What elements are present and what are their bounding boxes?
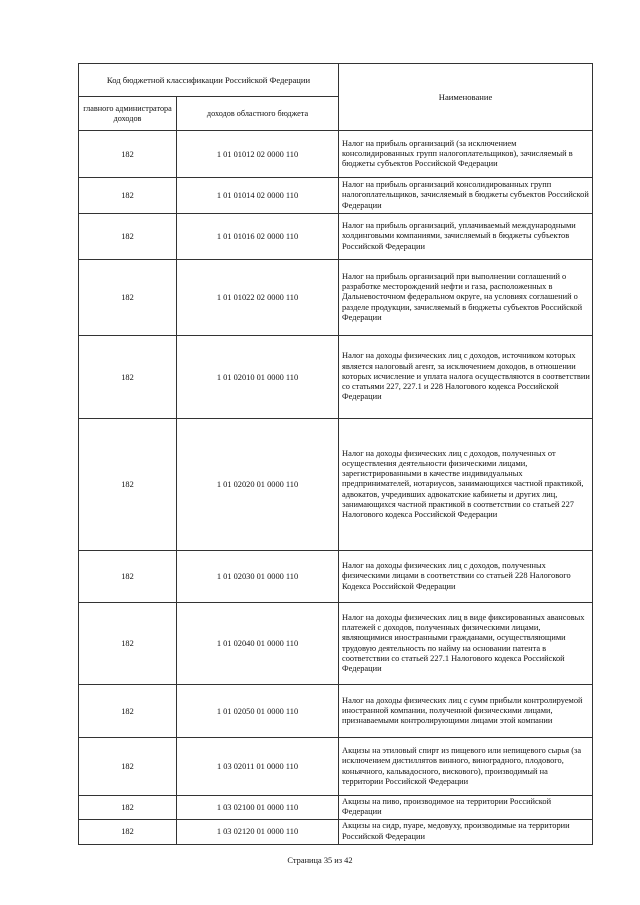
cell-budget-code: 1 03 02100 01 0000 110: [177, 796, 339, 820]
cell-budget-code: 1 01 01022 02 0000 110: [177, 260, 339, 336]
table-row: [79, 551, 593, 603]
cell-budget-code: 1 01 02010 01 0000 110: [177, 336, 339, 419]
cell-admin-code: 182: [79, 603, 177, 685]
table-row: [79, 819, 593, 844]
cell-name: Налог на прибыль организаций, уплачиваемый международными холдинговыми компаниями, зачисляемый в бюджеты субъектов Российской Федерации: [339, 214, 593, 260]
table-row: [79, 336, 593, 419]
table-row: [79, 214, 593, 260]
cell-name: Налог на прибыль организаций (за исключением консолидированных групп налогоплательщиков), зачисляемый в бюджеты субъектов Российской Федерации: [339, 131, 593, 178]
header-regional-budget-code: доходов областного бюджета: [177, 97, 339, 131]
cell-admin-code: 182: [79, 551, 177, 603]
cell-name: Акцизы на этиловый спирт из пищевого или непищевого сырья (за исключением дистиллятов винного, виноградного, плодового, коньячного, кальвадосного, вискового), производимый на территории Российской Федерации: [339, 738, 593, 796]
cell-admin-code: 182: [79, 336, 177, 419]
cell-admin-code: 182: [79, 419, 177, 551]
page-number: Страница 35 из 42: [287, 856, 353, 865]
cell-admin-code: 182: [79, 796, 177, 820]
table-row: [79, 178, 593, 214]
cell-name: Налог на прибыль организаций при выполнении соглашений о разработке месторождений нефти и газа, расположенных в Дальневосточном федеральном округе, на условиях соглашений о разделе продукции, зачисляемый в бюджеты субъектов Российской Федерации: [339, 260, 593, 336]
cell-admin-code: 182: [79, 214, 177, 260]
cell-name: Налог на доходы физических лиц с сумм прибыли контролируемой иностранной компании, полученной физическими лицами, признаваемыми контролирующими лицами этой компании: [339, 685, 593, 738]
cell-admin-code: 182: [79, 685, 177, 738]
cell-name: Налог на доходы физических лиц с доходов, источником которых является налоговый агент, за исключением доходов, в отношении которых исчисление и уплата налога осуществляются в соответствии со статьями 227, 227.1 и 228 Налогового кодекса Российской Федерации: [339, 336, 593, 419]
cell-budget-code: 1 01 02020 01 0000 110: [177, 419, 339, 551]
header-classification-code: Код бюджетной классификации Российской Федерации: [79, 64, 339, 97]
cell-budget-code: 1 01 02040 01 0000 110: [177, 603, 339, 685]
cell-budget-code: 1 01 01016 02 0000 110: [177, 214, 339, 260]
table-row: [79, 738, 593, 796]
cell-name: Акцизы на пиво, производимое на территории Российской Федерации: [339, 796, 593, 820]
table-row: [79, 685, 593, 738]
cell-name: Налог на доходы физических лиц с доходов, полученных от осуществления деятельности физическими лицами, зарегистрированными в качестве индивидуальных предпринимателей, нотариусов, занимающихся частной практикой, адвокатов, учредивших адвокатские кабинеты и других лиц, занимающихся частной практикой в соответствии со статьей 227 Налогового кодекса Российской Федерации: [339, 419, 593, 551]
cell-budget-code: 1 03 02011 01 0000 110: [177, 738, 339, 796]
cell-admin-code: 182: [79, 738, 177, 796]
budget-classification-table: [78, 63, 593, 845]
cell-name: Налог на доходы физических лиц в виде фиксированных авансовых платежей с доходов, полученных физическими лицами, являющимися иностранными гражданами, осуществляющими трудовую деятельность по найму на основании патента в соответствии со статьей 227.1 Налогового кодекса Российской Федерации: [339, 603, 593, 685]
cell-budget-code: 1 01 01014 02 0000 110: [177, 178, 339, 214]
cell-name: Акцизы на сидр, пуаре, медовуху, производимые на территории Российской Федерации: [339, 819, 593, 844]
cell-budget-code: 1 01 01012 02 0000 110: [177, 131, 339, 178]
table-body: [79, 131, 593, 845]
table-row: [79, 419, 593, 551]
cell-admin-code: 182: [79, 260, 177, 336]
cell-name: Налог на прибыль организаций консолидированных групп налогоплательщиков, зачисляемый в бюджеты субъектов Российской Федерации: [339, 178, 593, 214]
cell-admin-code: 182: [79, 131, 177, 178]
table-row: [79, 796, 593, 820]
cell-budget-code: 1 01 02030 01 0000 110: [177, 551, 339, 603]
table-row: [79, 260, 593, 336]
cell-name: Налог на доходы физических лиц с доходов, полученных физическими лицами в соответствии со статьей 228 Налогового Кодекса Российской Федерации: [339, 551, 593, 603]
table-row: [79, 603, 593, 685]
table-row: [79, 131, 593, 178]
cell-admin-code: 182: [79, 819, 177, 844]
cell-admin-code: 182: [79, 178, 177, 214]
cell-budget-code: 1 03 02120 01 0000 110: [177, 819, 339, 844]
cell-budget-code: 1 01 02050 01 0000 110: [177, 685, 339, 738]
header-name: Наименование: [339, 64, 593, 131]
header-main-administrator: главного администратора доходов: [79, 97, 177, 131]
